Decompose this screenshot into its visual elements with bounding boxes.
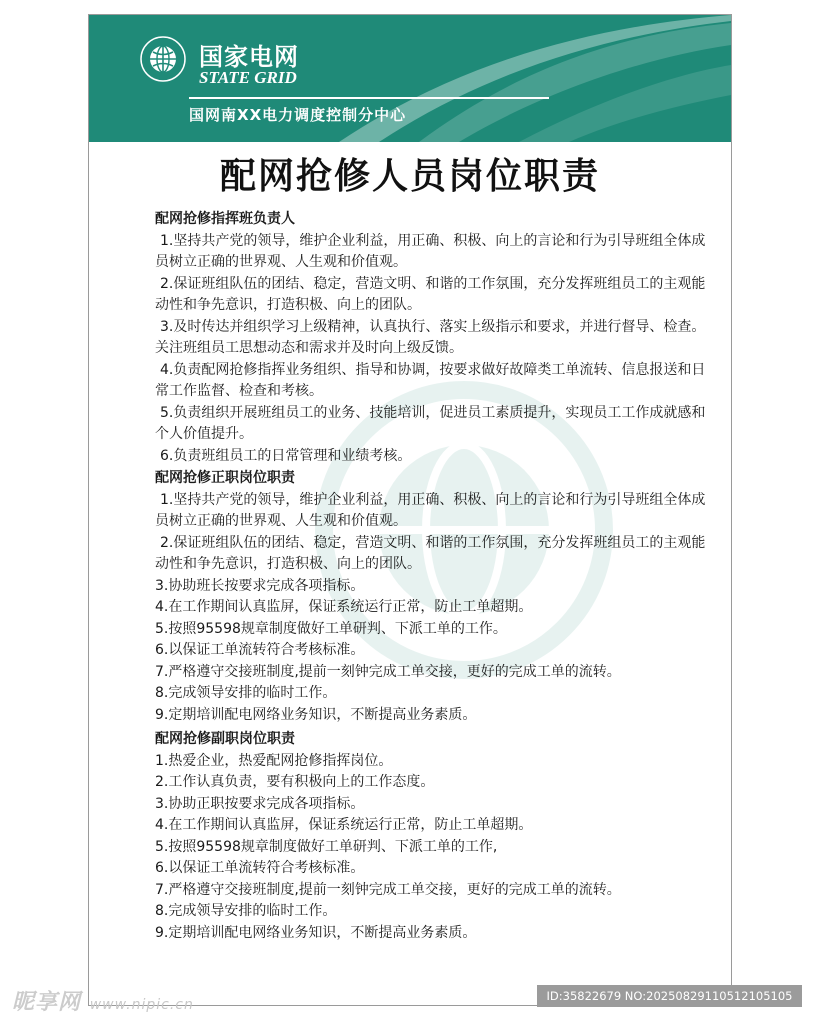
list-item: 3.及时传达并组织学习上级精神，认真执行、落实上级指示和要求，并进行督导、检查。关注班组员工思想动态和需求并及时向上级反馈。 xyxy=(155,318,706,356)
list-item: 2.保证班组队伍的团结、稳定，营造文明、和谐的工作氛围，充分发挥班组员工的主观能动性和争先意识，打造积极、向上的团队。 xyxy=(155,275,706,313)
list-item: 8.完成领导安排的临时工作。 xyxy=(155,903,337,919)
list-item: 4.在工作期间认真监屏，保证系统运行正常，防止工单超期。 xyxy=(155,817,533,833)
list-item: 8.完成领导安排的临时工作。 xyxy=(155,685,337,701)
list-item: 6.以保证工单流转符合考核标准。 xyxy=(155,860,365,876)
list-item: 4.负责配网抢修指挥业务组织、指导和协调，按要求做好故障类工单流转、信息报送和日常工作监督、检查和考核。 xyxy=(155,361,706,399)
section-heading: 配网抢修指挥班负责人 xyxy=(155,211,295,227)
list-item: 1.热爱企业，热爱配网抢修指挥岗位。 xyxy=(155,752,393,769)
state-grid-logo-icon xyxy=(139,35,187,83)
header-divider xyxy=(189,97,549,99)
section-heading: 配网抢修副职岗位职责 xyxy=(155,731,295,747)
list-item: 9.定期培训配电网络业务知识，不断提高业务素质。 xyxy=(155,924,477,941)
duties-content xyxy=(155,208,715,944)
image-id-bar: ID:35822679 NO:20250829110512105105 xyxy=(537,985,802,1007)
brand-name-cn: 国家电网 xyxy=(199,43,299,71)
list-item: 7.严格遵守交接班制度,提前一刻钟完成工单交接，更好的完成工单的流转。 xyxy=(155,881,621,898)
page-title: 配网抢修人员岗位职责 xyxy=(219,155,600,197)
list-item: 6.以保证工单流转符合考核标准。 xyxy=(155,642,365,658)
watermark-url: www.nipic.cn xyxy=(89,997,194,1013)
list-item: 5.按照95598规章制度做好工单研判、下派工单的工作, xyxy=(155,838,498,855)
list-item: 2.工作认真负责，要有积极向上的工作态度。 xyxy=(155,774,435,790)
list-item: 7.严格遵守交接班制度,提前一刻钟完成工单交接，更好的完成工单的流转。 xyxy=(155,663,621,680)
list-item: 6.负责班组员工的日常管理和业绩考核。 xyxy=(160,447,412,464)
list-item: 1.坚持共产党的领导，维护企业利益，用正确、积极、向上的言论和行为引导班组全体成员树立正确的世界观、人生观和价值观。 xyxy=(155,491,706,529)
list-item: 9.定期培训配电网络业务知识，不断提高业务素质。 xyxy=(155,706,477,723)
list-item: 4.在工作期间认真监屏，保证系统运行正常，防止工单超期。 xyxy=(155,599,533,615)
list-item: 5.负责组织开展班组员工的业务、技能培训，促进员工素质提升，实现员工工作成就感和个人价值提升。 xyxy=(155,404,706,442)
brand-name-en: STATE GRID xyxy=(199,68,297,87)
organization-name: 国网南XX电力调度控制分中心 xyxy=(189,106,407,124)
header-banner xyxy=(89,15,731,142)
list-item: 2.保证班组队伍的团结、稳定，营造文明、和谐的工作氛围，充分发挥班组员工的主观能动性和争先意识，打造积极、向上的团队。 xyxy=(155,534,706,572)
list-item: 5.按照95598规章制度做好工单研判、下派工单的工作。 xyxy=(155,620,507,637)
site-watermark xyxy=(12,985,194,1016)
list-item: 3.协助班长按要求完成各项指标。 xyxy=(155,577,365,594)
poster xyxy=(88,14,732,1006)
section-heading: 配网抢修正职岗位职责 xyxy=(155,470,295,486)
list-item: 3.协助正职按要求完成各项指标。 xyxy=(155,795,365,812)
watermark-site-name: 昵享网 xyxy=(12,990,82,1015)
list-item: 1.坚持共产党的领导，维护企业利益，用正确、积极、向上的言论和行为引导班组全体成员树立正确的世界观、人生观和价值观。 xyxy=(155,232,706,270)
